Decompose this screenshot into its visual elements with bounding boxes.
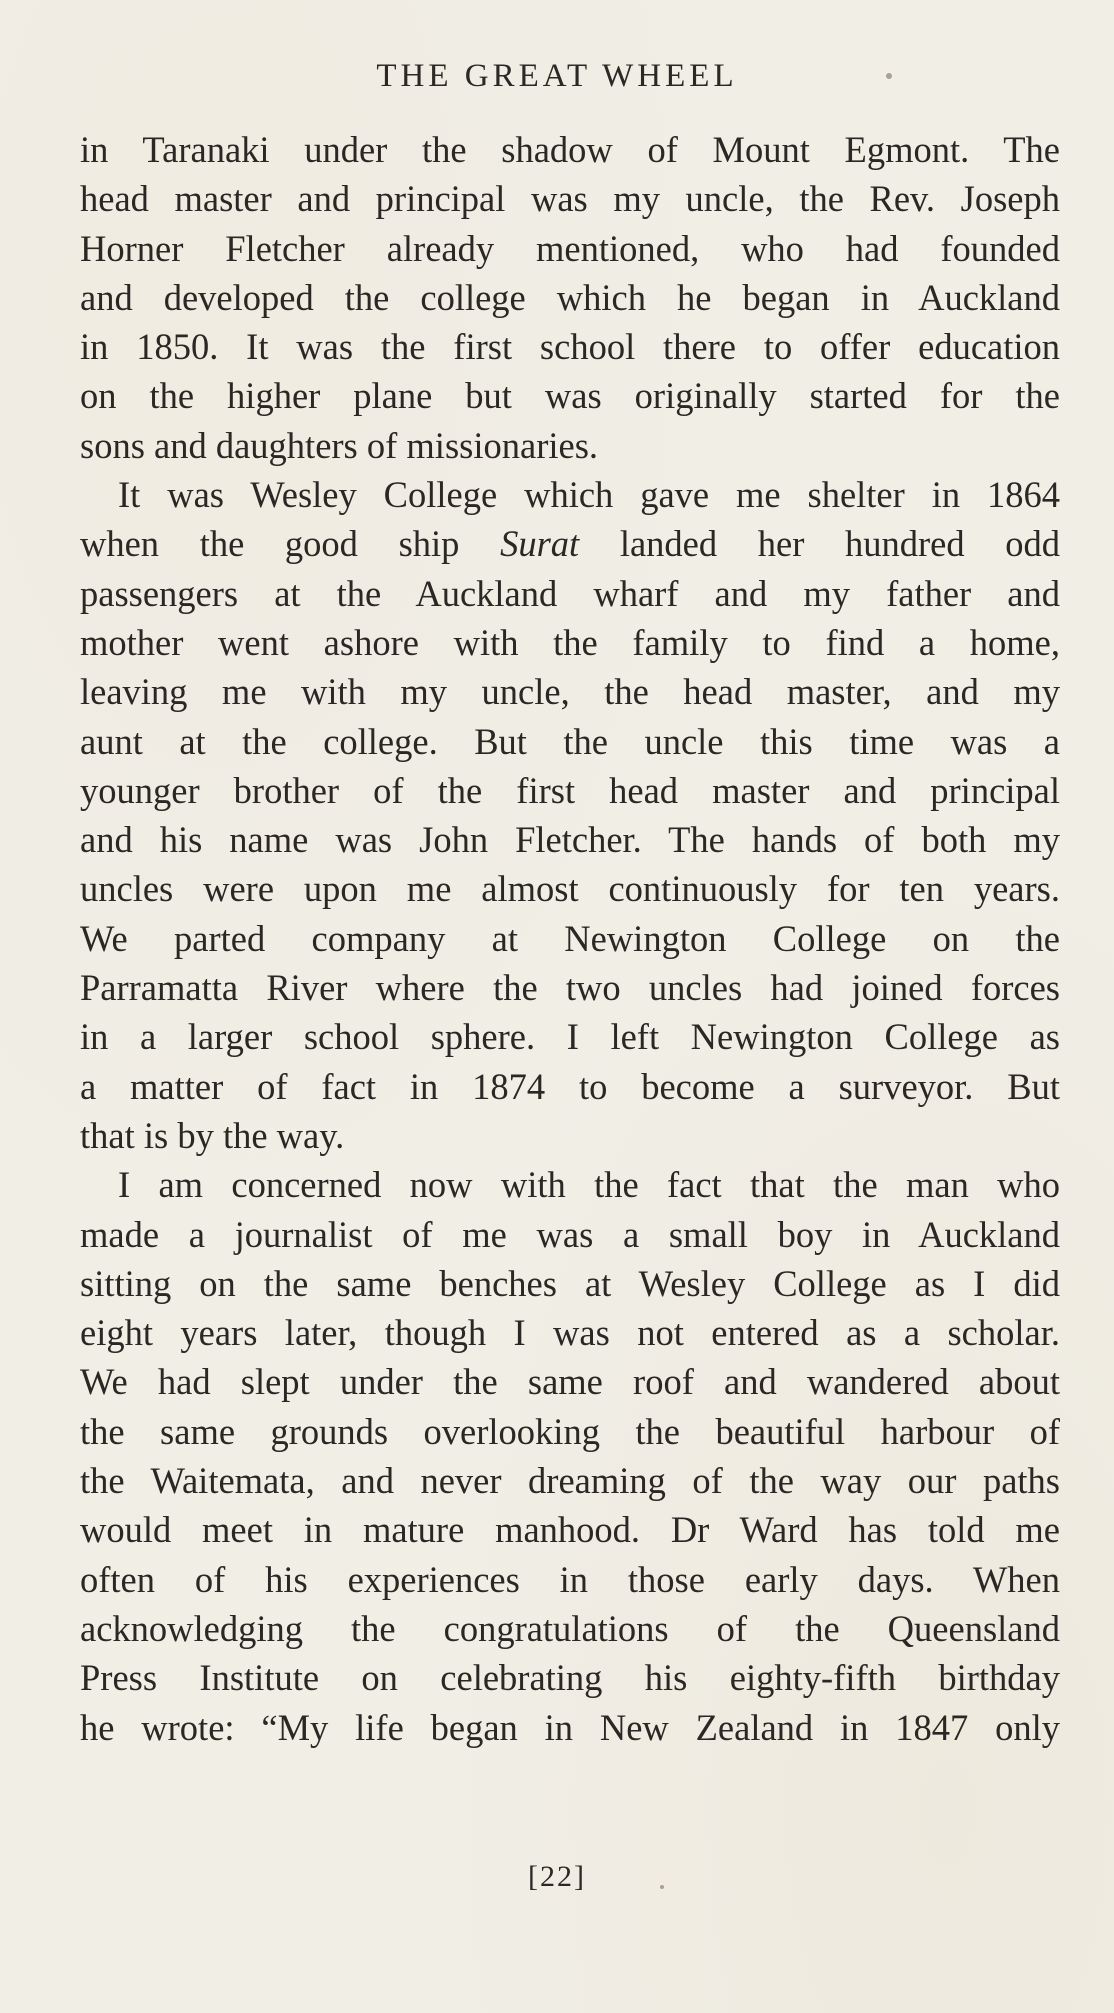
text-line: Horner Fletcher already mentioned, who had founded <box>80 227 1060 269</box>
text-line: in Taranaki under the shadow of Mount Egmont. The <box>80 129 1060 170</box>
text-line: the same grounds overlooking the beautiful harbour of <box>80 1410 1060 1452</box>
text-line: on the higher plane but was originally started for the <box>80 375 1060 417</box>
page-number: [22] <box>528 1860 586 1893</box>
text-fragment: when the good ship <box>80 523 460 565</box>
text-line: the Waitemata, and never dreaming of the way our paths <box>80 1460 1060 1502</box>
text-line: passengers at the Auckland wharf and my father and <box>80 572 1060 614</box>
text-line: aunt at the college. But the uncle this time was a <box>80 720 1060 762</box>
body-text <box>80 125 1060 1752</box>
text-line: We parted company at Newington College on the <box>80 917 1060 959</box>
text-line: made a journalist of me was a small boy in Auckland <box>80 1213 1060 1255</box>
text-line: eight years later, though I was not entered as a scholar. <box>80 1312 1060 1354</box>
text-line: Press Institute on celebrating his eighty-fifth birthday <box>80 1657 1060 1699</box>
text-line: in a larger school sphere. I left Newington College as <box>80 1016 1060 1058</box>
text-line: Parramatta River where the two uncles had joined forces <box>80 967 1060 1009</box>
ink-speck <box>660 1885 664 1889</box>
text-line: acknowledging the congratulations of the Queensland <box>80 1607 1060 1649</box>
text-line: and his name was John Fletcher. The hands of both my <box>80 819 1060 861</box>
text-line: in 1850. It was the first school there to offer education <box>80 326 1060 368</box>
text-line: that is by the way. <box>80 1114 345 1156</box>
text-line: mother went ashore with the family to find a home, <box>80 621 1060 663</box>
text-line: head master and principal was my uncle, the Rev. Joseph <box>80 178 1060 220</box>
text-line: sons and daughters of missionaries. <box>80 424 599 466</box>
text-line: often of his experiences in those early days. When <box>80 1558 1060 1600</box>
running-head: THE GREAT WHEEL <box>376 58 738 94</box>
text-line: uncles were upon me almost continuously for ten years. <box>80 868 1060 910</box>
text-line <box>80 519 1060 568</box>
text-line: he wrote: “My life began in New Zealand in 1847 only <box>80 1706 1060 1748</box>
ship-name: Surat <box>500 523 580 565</box>
text-line: It was Wesley College which gave me shelter in 1864 <box>118 474 1060 516</box>
text-line: a matter of fact in 1874 to become a surveyor. But <box>80 1065 1060 1107</box>
text-line: sitting on the same benches at Wesley College as I did <box>80 1262 1060 1304</box>
ink-speck <box>886 73 892 79</box>
text-line: I am concerned now with the fact that the man who <box>118 1164 1060 1206</box>
text-line: would meet in mature manhood. Dr Ward has told me <box>80 1509 1060 1551</box>
text-fragment: landed her hundred odd <box>619 523 1060 565</box>
text-line: leaving me with my uncle, the head master, and my <box>80 671 1060 713</box>
text-line: and developed the college which he began in Auckland <box>80 276 1060 318</box>
text-line: younger brother of the first head master and principal <box>80 769 1060 811</box>
text-line: We had slept under the same roof and wandered about <box>80 1361 1060 1403</box>
